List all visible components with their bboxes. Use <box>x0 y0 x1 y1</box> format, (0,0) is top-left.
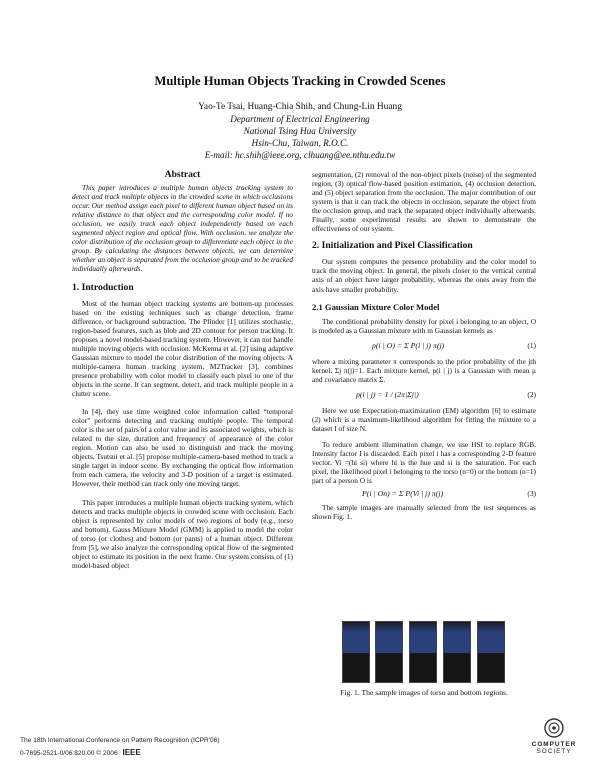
affiliation-univ: National Tsing Hua University <box>243 126 357 136</box>
left-column <box>72 170 293 570</box>
equation-3 <box>312 485 536 503</box>
authors: Yao-Te Tsai, Huang-Chia Shih, and Chung-Lin Huang <box>198 102 402 112</box>
equation-1-body: p(i | O) = Σ P(i | j) π(j) <box>372 340 445 350</box>
computer-society-logo <box>522 717 586 755</box>
ieee-logo: IEEE <box>122 748 141 757</box>
section21-paragraph-3: Here we use Expectation-maximization (EM) algorithm [6] to estimate (2) which is a maximum-likelihood algorithm for fitting the mixture to a dataset I of size N. <box>312 405 536 433</box>
affiliation-city: Hsin-Chu, Taiwan, R.O.C. <box>251 138 349 148</box>
equation-2-body: p(i | j) = 1 / (2π|Σj|) <box>356 389 419 399</box>
equation-1-number: (1) <box>527 340 536 350</box>
equation-2-number: (2) <box>527 389 536 399</box>
section21-paragraph-4: To reduce ambient illumination change, we use HSI to replace RGB. Intensity factor I is discarded. Each pixel i has a corresponding 2-D feature vector, Vi =(hi si) where hi is the hue and si is the saturation. For each pixel, the likelihood pixel i belonging to the torso (n=0) or the bottom (n=1) part of a person O is <box>312 439 536 486</box>
affiliation-email: E-mail: hc.shih@ieee.org, clhuang@ee.nthu.edu.tw <box>204 150 396 160</box>
sample-image-1 <box>342 621 370 683</box>
computer-society-emblem-icon <box>543 717 565 739</box>
logo-bottom-text: SOCIETY <box>536 748 572 755</box>
sample-image-4 <box>443 621 471 683</box>
equation-3-body: P(i | On) = Σ P(Vi | j) π(j) <box>362 489 444 499</box>
abstract-heading: Abstract <box>164 169 201 180</box>
right-column <box>312 170 536 521</box>
intro-paragraph-2: In [4], they use time weighted color information called “temporal color” performs detecting and tracking multiple people. The temporal color is the set of pairs of a color value and its associated weights, which is related to the size, duration and frequency of appearance of the color region. Motion can also be used to distinguish and track the moving objects. Tsutsui et al. [5] propose multiple-camera-based method to track a single target in indoor scene. By exchanging the optical flow information from each camera, the velocity and 3-D position of a target is estimated. However, their method can track only one moving target. <box>72 407 293 489</box>
sample-image-5 <box>477 621 505 683</box>
equation-3-number: (3) <box>527 489 536 499</box>
figure-1-caption: Fig. 1. The sample images of torso and bottom regions. <box>340 688 508 697</box>
equation-2 <box>312 384 536 406</box>
section21-paragraph-2: where a mixing parameter π corresponds to the prior probability of the jth kernel, Σj π(j)=1. Each mixture kernel, p(i | j) is a Gaussian with mean μ and covariance matrix Σ. <box>312 356 536 384</box>
intro-paragraph-3: This paper introduces a multiple human objects tracking system, which detects and tracks multiple objects in crowded scene with occlusion. Each object is represented by color models of two regions of body (e.g., torso and bottom). Gauss Mixture Model (GMM) is applied to model the color of torso (or clothes) and bottom (or pants) of a human object. Different from [5], we also analyze the corresponding optical flow of the segmented object to estimate its position in the next frame. Our system consists of (1) model-based object <box>72 497 293 570</box>
intro-heading: 1. Introduction <box>72 281 134 293</box>
footer-isbn <box>20 748 141 757</box>
equation-1 <box>312 335 536 357</box>
sample-image-2 <box>375 621 403 683</box>
right-paragraph-0: segmentation, (2) removal of the non-object pixels (noise) of the segmented region, (3) optical flow-based position estimation, (4) occlusion detection, and (5) object separation from the occlusion. The major contribution of our system is that it can track the objects in occlusion, separate the object from the occlusion group, and track the separated object individually afterwards. Finally, some experimental results are shown to demonstrate the effectiveness of our system. <box>312 170 536 234</box>
section21-heading: 2.1 Gaussian Mixture Color Model <box>312 301 440 312</box>
section2-paragraph-1: Our system computes the presence probability and the color model to track the moving object. In general, the pixels closer to the vertical central axis of an object have larger probability, whereas the ones away from the axis have smaller probability. <box>312 257 536 294</box>
footer-isbn-text: 0-7695-2521-0/06 $20.00 © 2006 <box>20 750 118 757</box>
section2-heading: 2. Initialization and Pixel Classification <box>312 240 473 252</box>
footer-conference: The 18th International Conference on Pattern Recognition (ICPR'06) <box>20 737 220 744</box>
paper-title: Multiple Human Objects Tracking in Crowded Scenes <box>154 74 446 88</box>
affiliation-dept: Department of Electrical Engineering <box>230 114 370 124</box>
section21-paragraph-5: The sample images are manually selected from the test sequences as shown Fig. 1. <box>312 503 536 522</box>
sample-image-3 <box>409 621 437 683</box>
intro-paragraph-1: Most of the human object tracking systems are bottom-up processes based on the existing techniques such as change detection, frame difference, or background subtraction. The Pfinder [1] utilizes stochastic, region-based features, such as blob and 2D contour for person tracking. It proposes a novel model-based tracking system. However, it can not handle multiple moving objects with occlusion. McKenna et al. [2] using adaptive Gaussian mixture to model the color distribution of the moving objects. A multiple-camera human tracking system, M2Tracker [3], combines presence probability with color model to classify each pixel to one of the objects in the scene. It can segment, detect, and track multiple people in a clutter scene. <box>72 298 293 399</box>
abstract-text: This paper introduces a multiple human objects tracking system to detect and track multiple objects in the crowded scene in which occlusions occur. Our method assign each pixel to different human object based on its relative distance to that object and the corresponding color model. If no occlusion, we easily track each object independently based on each segmented object region and optical flow. With occlusion, we analyze the color distribution of the occlusion group to differentiate each object in the group. By calculating the distances between objects, we can determine whether an object is separated from the occlusion group and to be tracked individually afterwards. <box>72 183 293 274</box>
logo-top-text: COMPUTER <box>531 741 577 748</box>
section21-paragraph-1: The conditional probability density for pixel i belonging to an object, O is modeled as a Gaussian mixture with m Gaussian kernels as <box>312 316 536 335</box>
